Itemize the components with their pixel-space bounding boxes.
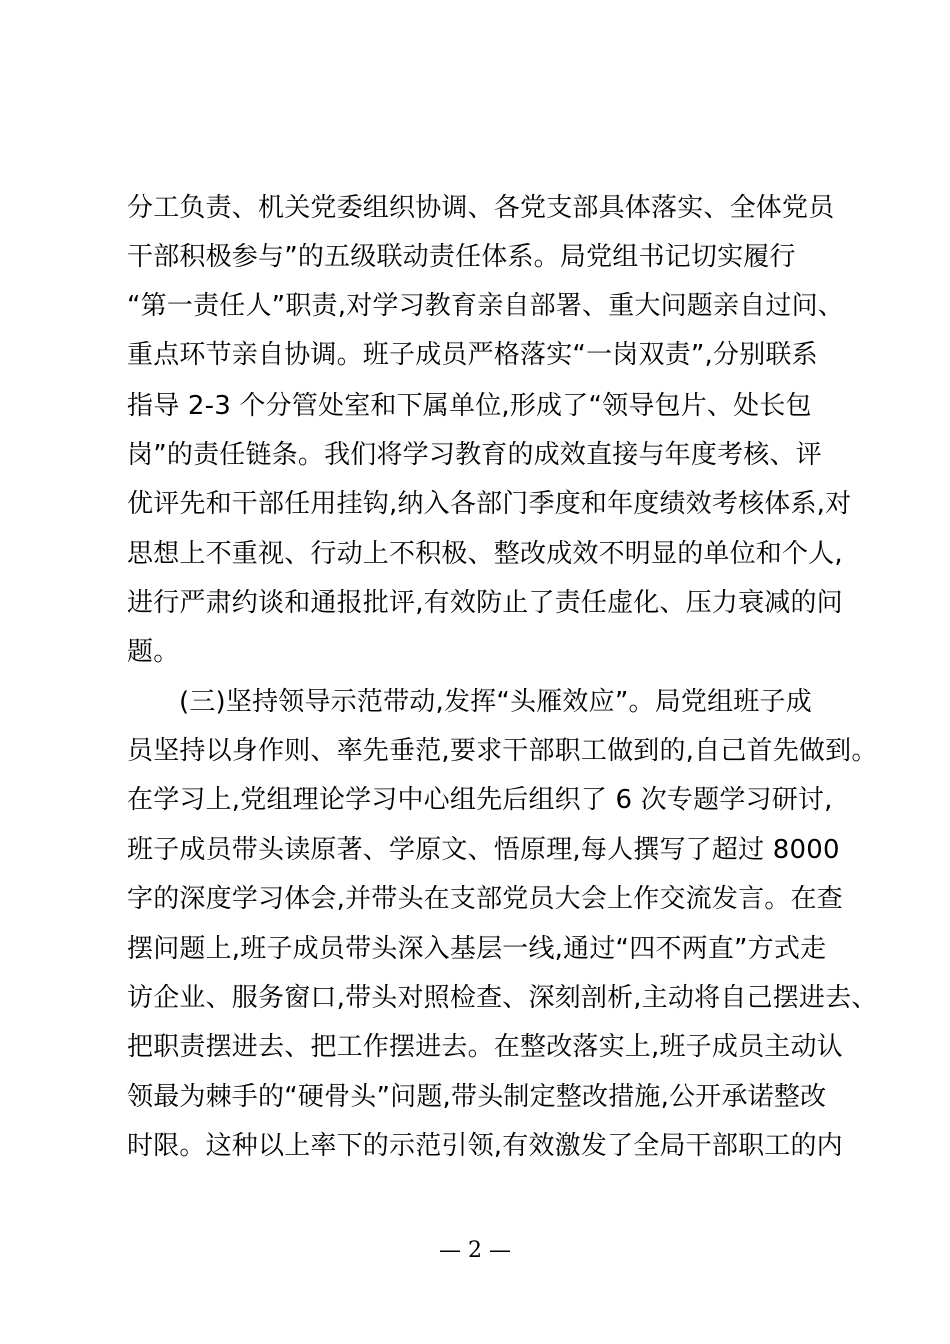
text-line-20: 时限。这种以上率下的示范引领,有效激发了全局干部职工的内 (127, 1131, 843, 1161)
text-line-18: 把职责摆进去、把工作摆进去。在整改落实上,班子成员主动认 (127, 1032, 843, 1062)
text-line-15: 字的深度学习体会,并带头在支部党员大会上作交流发言。在查 (127, 884, 843, 914)
text-line-7: 优评先和干部任用挂钩,纳入各部门季度和年度绩效考核体系,对 (127, 489, 852, 519)
text-line-14: 班子成员带头读原著、学原文、悟原理,每人撰写了超过 8000 (127, 835, 840, 865)
text-line-19: 领最为棘手的“硬骨头”问题,带头制定整改措施,公开承诺整改 (127, 1082, 827, 1112)
text-line-17: 访企业、服务窗口,带头对照检查、深刻剖析,主动将自己摆进去、 (127, 983, 878, 1013)
text-line-1: 分工负责、机关党委组织协调、各党支部具体落实、全体党员 (127, 193, 835, 223)
text-line-10: 题。 (127, 637, 180, 667)
page-number: — 2 — (439, 1238, 511, 1263)
text-line-12: 员坚持以身作则、率先垂范,要求干部职工做到的,自己首先做到。 (127, 736, 878, 766)
text-line-9: 进行严肃约谈和通报批评,有效防止了责任虚化、压力衰减的问 (127, 588, 843, 618)
text-line-8: 思想上不重视、行动上不积极、整改成效不明显的单位和个人, (127, 539, 843, 569)
text-line-2: 干部积极参与”的五级联动责任体系。局党组书记切实履行 (127, 242, 796, 272)
text-line-3: “第一责任人”职责,对学习教育亲自部署、重大问题亲自过问、 (127, 291, 845, 321)
text-line-5: 指导 2-3 个分管处室和下属单位,形成了“领导包片、处长包 (127, 391, 812, 421)
text-line-13: 在学习上,党组理论学习中心组先后组织了 6 次专题学习研讨, (127, 785, 833, 815)
paragraph-heading-line: (三)坚持领导示范带动,发挥“头雁效应”。局党组班子成 (179, 687, 812, 717)
text-line-16: 摆问题上,班子成员带头深入基层一线,通过“四不两直”方式走 (127, 934, 827, 964)
text-line-6: 岗”的责任链条。我们将学习教育的成效直接与年度考核、评 (127, 440, 822, 470)
text-line-4: 重点环节亲自协调。班子成员严格落实“一岗双责”,分别联系 (127, 340, 818, 370)
